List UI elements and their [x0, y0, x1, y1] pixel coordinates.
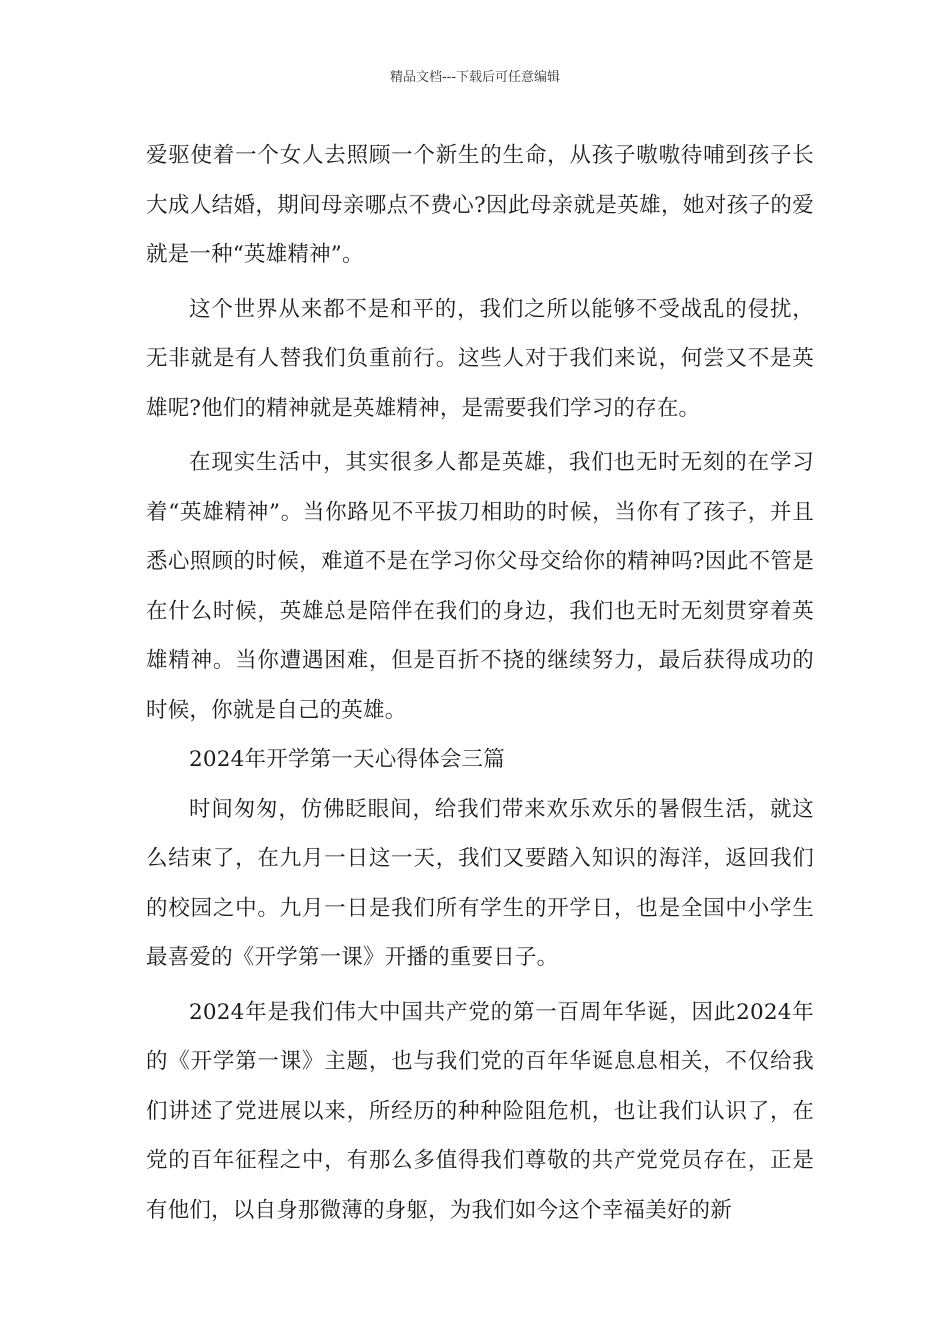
paragraph: 时间匆匆，仿佛眨眼间，给我们带来欢乐欢乐的暑假生活，就这么结束了，在九月一日这一天，我们又要踏入知识的海洋，返回我们的校园之中。九月一日是我们所有学生的开学日，也是全国中小学生最喜爱的《开学第一课》开播的重要日子。	[146, 796, 814, 970]
document-body	[146, 131, 814, 1235]
paragraph: 这个世界从来都不是和平的，我们之所以能够不受战乱的侵扰，无非就是有人替我们负重前行。这些人对于我们来说，何尝又不是英雄呢?他们的精神就是英雄精神，是需要我们学习的存在。	[146, 296, 814, 421]
paragraph: 2024年是我们伟大中国共产党的第一百周年华诞，因此2024年的《开学第一课》主题，也与我们党的百年华诞息息相关，不仅给我们讲述了党进展以来，所经历的种种险阻危机，也让我们认识了，在党的百年征程之中，有那么多值得我们尊敬的共产党党员存在，正是有他们，以自身那微薄的身躯，为我们如今这个幸福美好的新	[146, 999, 814, 1223]
section-heading: 2024年开学第一天心得体会三篇	[189, 747, 505, 772]
page-header: 精品文档---下载后可任意编辑	[389, 70, 561, 85]
paragraph: 在现实生活中，其实很多人都是英雄，我们也无时无刻的在学习着“英雄精神”。当你路见不平拔刀相助的时候，当你有了孩子，并且悉心照顾的时候，难道不是在学习你父母交给你的精神吗?因此不管是在什么时候，英雄总是陪伴在我们的身边，我们也无时无刻贯穿着英雄精神。当你遭遇困难，但是百折不挠的继续努力，最后获得成功的时候，你就是自己的英雄。	[146, 450, 814, 723]
paragraph: 爱驱使着一个女人去照顾一个新生的生命，从孩子嗷嗷待哺到孩子长大成人结婚，期间母亲哪点不费心?因此母亲就是英雄，她对孩子的爱就是一种“英雄精神”。	[146, 143, 814, 267]
